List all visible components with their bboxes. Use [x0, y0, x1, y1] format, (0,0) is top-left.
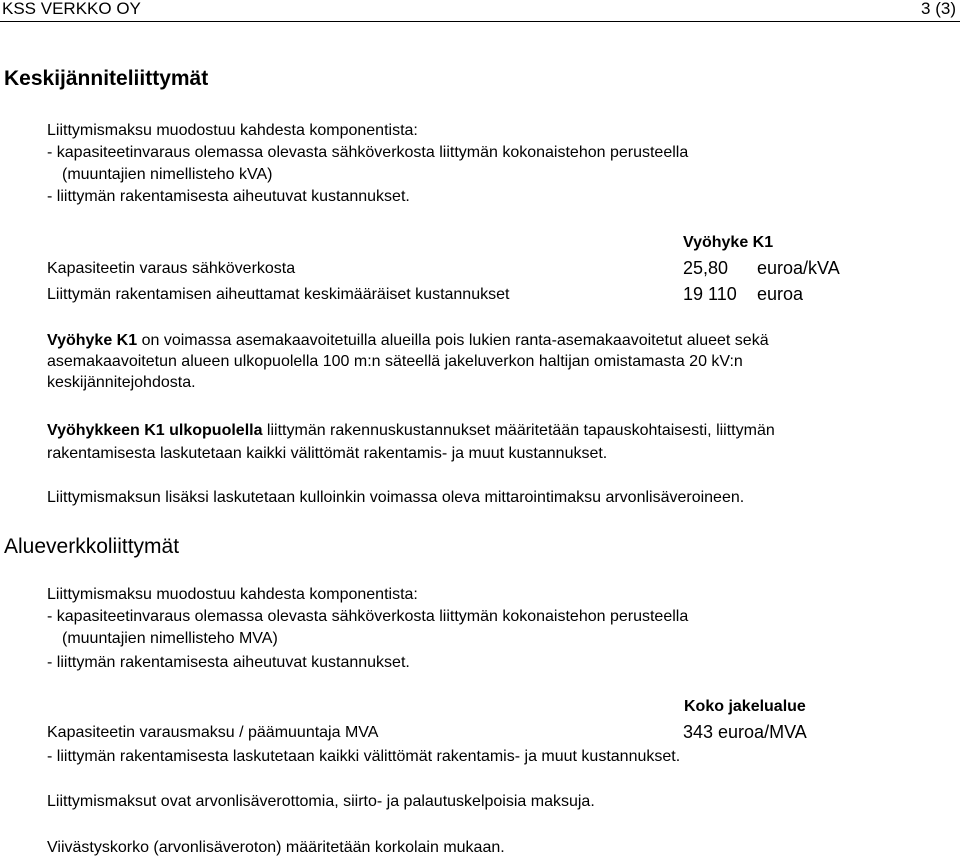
- zone-para-text-1: on voimassa asemakaavoitetuilla alueilla pois lukien ranta-asemakaavoitetut alueet sekä: [137, 332, 769, 349]
- header-divider: [0, 21, 960, 22]
- section1-bullet-2: - liittymän rakentamisesta aiheutuvat kustannukset.: [47, 188, 410, 205]
- transformer-fee-label: Kapasiteetin varausmaksu / päämuuntaja MVA: [47, 724, 379, 741]
- construction-cost-unit: euroa: [757, 284, 804, 304]
- capacity-reservation-unit: euroa/kVA: [757, 258, 840, 278]
- outside-para-text-1: liittymän rakennuskustannukset määritetään tapauskohtaisesti, liittymän: [262, 422, 775, 439]
- section2-bullet-1-cont: (muuntajien nimellisteho MVA): [62, 630, 278, 647]
- section-title-alueverkko: Alueverkkoliittymät: [4, 535, 180, 558]
- section1-bullet-1-cont: (muuntajien nimellisteho kVA): [62, 166, 273, 183]
- zone-para-line-1: [47, 331, 769, 351]
- zone-para-line-2: asemakaavoitetun alueen ulkopuolella 100 m:n säteellä jakeluverkon haltijan omistamasta 20 kV:n: [47, 353, 743, 370]
- company-name: KSS VERKKO OY: [2, 0, 141, 18]
- whole-area-header: Koko jakelualue: [684, 698, 806, 715]
- capacity-reservation-label: Kapasiteetin varaus sähköverkosta: [47, 260, 296, 277]
- vat-note: Liittymismaksut ovat arvonlisäverottomia, siirto- ja palautuskelpoisia maksuja.: [47, 793, 595, 810]
- zone-k1-header: Vyöhyke K1: [683, 234, 774, 251]
- outside-para-line-1: [47, 421, 775, 441]
- page-number: 3 (3): [921, 0, 956, 18]
- section2-bullet-2: - liittymän rakentamisesta aiheutuvat kustannukset.: [47, 654, 410, 671]
- zone-para-line-3: keskijännitejohdosta.: [47, 374, 196, 391]
- section1-bullet-1: - kapasiteetinvaraus olemassa olevasta sähköverkosta liittymän kokonaistehon perusteella: [47, 144, 689, 161]
- transformer-fee-value: 343 euroa/MVA: [683, 722, 807, 742]
- section2-intro: Liittymismaksu muodostuu kahdesta komponentista:: [47, 586, 418, 603]
- section-title-keskijannite: Keskijänniteliittymät: [4, 67, 209, 90]
- section1-intro: Liittymismaksu muodostuu kahdesta komponentista:: [47, 122, 418, 139]
- outside-para-line-2: rakentamisesta laskutetaan kaikki välittömät rakentamis- ja muut kustannukset.: [47, 445, 608, 462]
- construction-cost-label: Liittymän rakentamisen aiheuttamat keskimääräiset kustannukset: [47, 286, 510, 303]
- section2-bullet-after: - liittymän rakentamisesta laskutetaan kaikki välittömät rakentamis- ja muut kustannukset.: [47, 748, 681, 765]
- outside-para-bold: Vyöhykkeen K1 ulkopuolella: [47, 422, 263, 439]
- interest-note: Viivästyskorko (arvonlisäveroton) määritetään korkolain mukaan.: [47, 839, 505, 856]
- section2-bullet-1: - kapasiteetinvaraus olemassa olevasta sähköverkosta liittymän kokonaistehon perusteella: [47, 608, 689, 625]
- construction-cost-value: 19 110: [683, 284, 737, 304]
- zone-para-bold: Vyöhyke K1: [47, 332, 138, 349]
- capacity-reservation-value: 25,80: [683, 258, 729, 278]
- metering-fee-note: Liittymismaksun lisäksi laskutetaan kulloinkin voimassa oleva mittarointimaksu arvonlisäveroineen.: [47, 489, 745, 506]
